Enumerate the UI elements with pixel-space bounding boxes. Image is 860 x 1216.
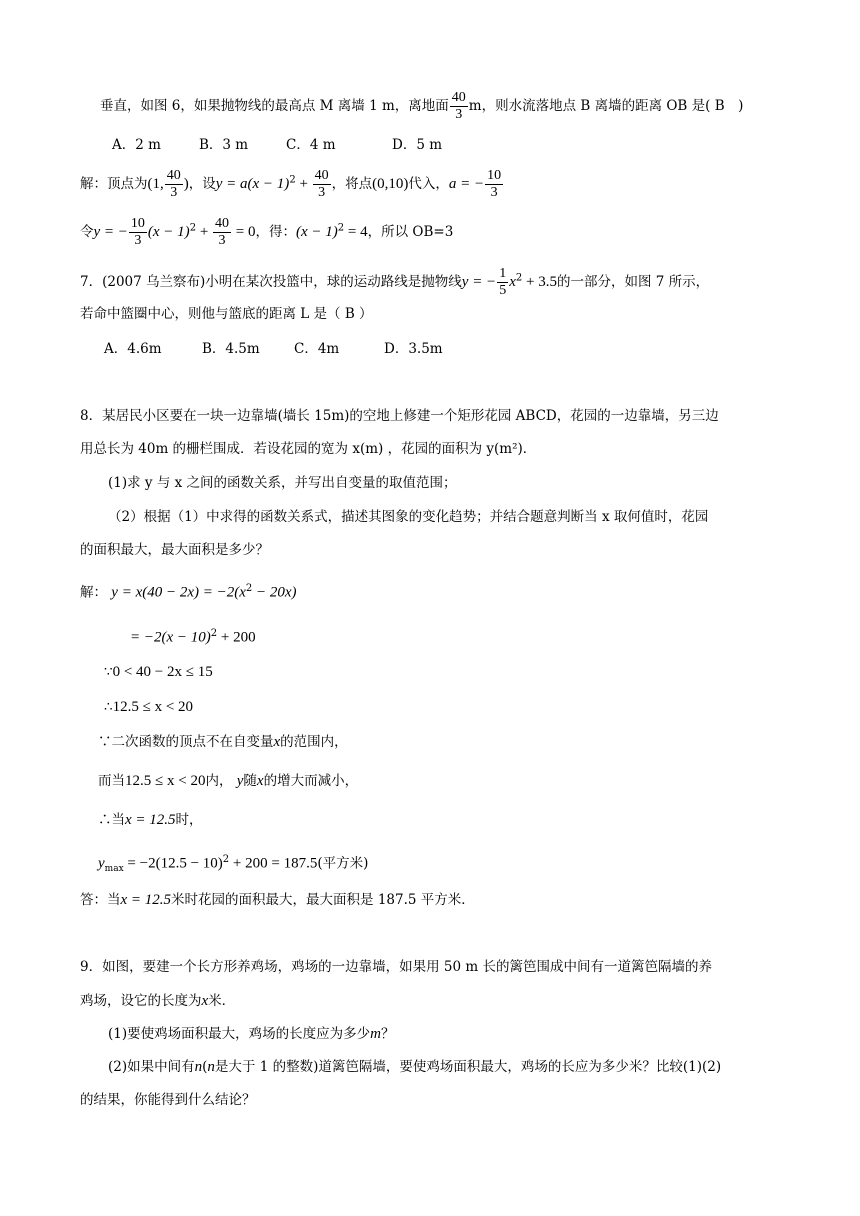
option-a: A．2 m [112,137,161,153]
q8-solution-eq1: 解： $y = x(40 - 2x) = -2(x^2 - 20x)$ [80,583,297,601]
q8-when: ∴当x = 12.5时， [98,812,203,828]
q8-line2: 用总长为 40m 的栅栏围成．若设花园的宽为 x(m) ，花园的面积为 y(m²)． [80,441,537,457]
q6-solution-line1: 解：顶点为(1, $\frac{40}{3}$ )，设$y = a(x - 1)^2$ + $\frac{40}{3}$ ，将点(0,10)代入，a = − $\frac{10}{3}$ [80,168,502,200]
q8-ymax: $y_{max} = -2(12.5 - 10)^2 + 200 = 187.5$(平方米) [98,854,369,875]
q7-options [104,340,443,358]
q8-ineq1: ∵0 < 40 − 2x ≤ 15 [104,664,213,680]
q8-decrease-note: 而当12.5 ≤ x < 20内， y随x的增大而减小， [98,773,359,789]
option-b: B．3 m [199,137,249,153]
q9-line1: 9．如图，要建一个长方形养鸡场，鸡场的一边靠墙，如果用 50 m 长的篱笆围成中间有一道篱笆隔墙的养 [80,959,712,975]
q8-solution-eq2: = $-2(x - 10)^2 + 200$ [130,628,256,646]
q6-options [112,136,442,154]
option-c: C．4m [294,341,340,357]
q9-line2: 鸡场，设它的长度为x米． [80,993,236,1009]
q8-ineq2: ∴12.5 ≤ x < 20 [104,699,194,715]
q7-line2: 若命中篮圈中心，则他与篮底的距离 L 是（ B ） [80,306,373,322]
option-d: D．3.5m [384,341,443,357]
option-d: D．5 m [392,137,443,153]
q9-part2-line2: 的结果，你能得到什么结论？ [80,1092,256,1108]
option-c: C．4 m [286,137,336,153]
q8-part2-line2: 的面积最大，最大面积是多少？ [80,542,269,558]
q9-part1: (1)要使鸡场面积最大，鸡场的长度应为多少m？ [108,1026,395,1042]
fraction-40-3: $\frac{40}{3}$ [451,90,466,122]
option-b: B．4.5m [202,341,260,357]
q8-line1: 8．某居民小区要在一块一边靠墙(墙长 15m)的空地上修建一个矩形花园 ABCD，花园的一边靠墙，另三边 [80,408,719,424]
q6-solution-line2: 令y = − $\frac{10}{3}$ $(x - 1)^2$ + $\frac{40}{3}$ = 0，得：$(x - 1)^2 = 4$，所以 OB=3 [80,216,454,248]
q8-answer: 答：当x = 12.5米时花园的面积最大，最大面积是 187.5 平方米． [80,892,475,908]
option-a: A．4.6m [104,341,162,357]
q8-part2-line1: （2）根据（1）中求得的函数关系式，描述其图象的变化趋势；并结合题意判断当 x 取何值时，花园 [108,509,709,525]
q8-vertex-note: ∵二次函数的顶点不在自变量x的范围内， [98,734,348,750]
q7-line1: 7．(2007 乌兰察布)小明在某次投篮中，球的运动路线是抛物线y = − $\frac{1}{5}$ $x^2 + 3.5$的一部分，如图 7 所示， [80,266,710,298]
q6-line1: 垂直，如图 6，如果抛物线的最高点 M 离墙 1 m，离地面 $\frac{40}{3}$ m，则水流落地点 B 离墙的距离 OB 是( B ) [100,90,744,122]
q9-part2-line1: (2)如果中间有n(n是大于 1 的整数)道篱笆隔墙，要使鸡场面积最大，鸡场的长应为多少米？比较(1)(2) [108,1059,722,1075]
q8-part1: (1)求 y 与 x 之间的函数关系，并写出自变量的取值范围； [108,475,457,491]
